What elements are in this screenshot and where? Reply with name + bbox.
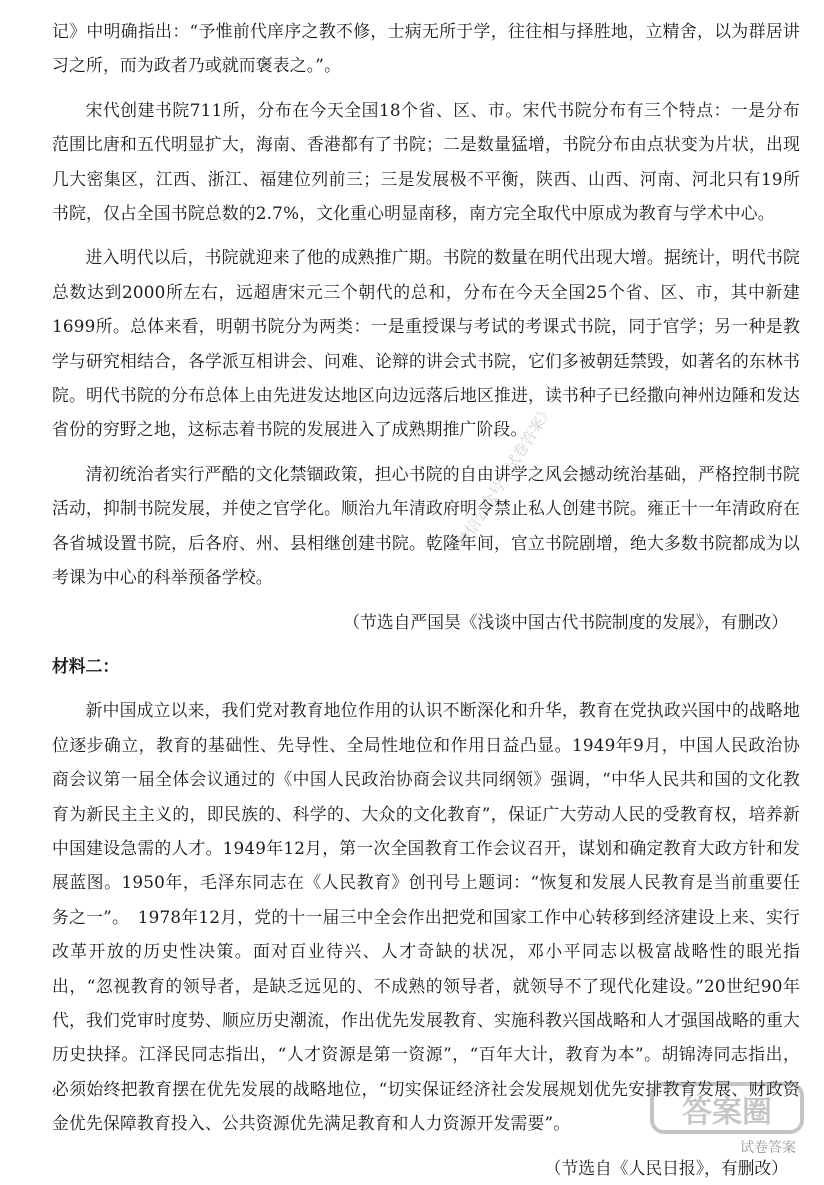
stamp-main-text: 答案圈	[682, 1095, 772, 1130]
stamp-sub-text: 试卷答案	[740, 1140, 796, 1156]
paragraph-song-academies: 宋代创建书院711所，分布在今天全国18个省、区、市。宋代书院分布有三个特点：一是分布范围比唐和五代明显扩大，海南、香港都有了书院；二是数量猛增，书院分布由点状变为片状，出现几大密集区，江西、浙江、福建位列前三；三是发展极不平衡，陕西、山西、河南、河北只有19所书院，仅占全国书院总数的2.7%，文化重心明显南移，南方完全取代中原成为教育与学术中心。	[52, 99, 800, 224]
paragraph-intro-quote: 记》中明确指出：“予惟前代庠序之教不修，士病无所于学，往往相与择胜地，立精舍，以为群居讲习之所，而为政者乃或就而褒表之。”。	[52, 21, 800, 76]
source-citation-1: （节选自严国昊《浅谈中国古代书院制度的发展》，有删改）	[343, 611, 788, 632]
paragraph-new-china-education: 新中国成立以来，我们党对教育地位作用的认识不断深化和升华，教育在党执政兴国中的战略地位逐步确立，教育的基础性、先导性、全局性地位和作用日益凸显。1949年9月，中国人民政治协商会议第一届全体会议通过的《中国人民政治协商会议共同纲领》强调，“中华人民共和国的文化教育为新民主主义的，即民族的、科学的、大众的文化教育”，保证广大劳动人民的受教育权，培养新中国建设急需的人才。1949年12月，第一次全国教育工作会议召开，谋划和确定教育大政方针和发展蓝图。1950年，毛泽东同志在《人民教育》创刊号上题词：“恢复和发展人民教育是当前重要任务之一”。 1978年12月，党的十一届三中全会作出把党和国家工作中心转移到经济建设上来、实行改革开放的历史性决策。面对百业待兴、人才奇缺的状况，邓小平同志以极富战略性的眼光指出，“忽视教育的领导者，是缺乏远见的、不成熟的领导者，就领导不了现代化建设。”20世纪90年代，我们党审时度势、顺应历史潮流，作出优先发展教育、实施科教兴国战略和人才强国战略的重大历史抉择。江泽民同志指出，“人才资源是第一资源”，“百年大计，教育为本”。胡锦涛同志指出，必须始终把教育摆在优先发展的战略地位，“切实保证经济社会发展规划优先安排教育发展、财政资金优先保障教育投入、公共资源优先满足教育和人力资源开发需要”。	[52, 700, 800, 1134]
paragraph-qing-academies: 清初统治者实行严酷的文化禁锢政策，担心书院的自由讲学之风会撼动统治基础，严格控制书院活动，抑制书院发展，并使之官学化。顺治九年清政府明令禁止私人创建书院。雍正十一年清政府在各省城设置书院，后各府、州、县相继创建书院。乾隆年间，官立书院剧增，绝大多数书院都成为以考课为中心的科举预备学校。	[52, 463, 800, 588]
diagonal-watermark: 微信公众号《试卷答案》	[453, 401, 557, 551]
section-heading-material-two: 材料二：	[52, 655, 120, 676]
paragraph-ming-academies: 进入明代以后，书院就迎来了他的成熟推广期。书院的数量在明代出现大增。据统计，明代书院总数达到2000所左右，远超唐宋元三个朝代的总和，分布在今天全国25个省、区、市，其中新建1699所。总体来看，明朝书院分为两类：一是重授课与考试的考课式书院，同于官学；另一种是教学与研究相结合，各学派互相讲会、问难、论辩的讲会式书院，它们多被朝廷禁毁，如著名的东林书院。明代书院的分布总体上由先进发达地区向边远落后地区推进，读书种子已经撒向神州边陲和发达省份的穷野之地，这标志着书院的发展进入了成熟期推广阶段。	[52, 247, 800, 440]
source-citation-2: （节选自《人民日报》，有删改）	[544, 1157, 788, 1178]
